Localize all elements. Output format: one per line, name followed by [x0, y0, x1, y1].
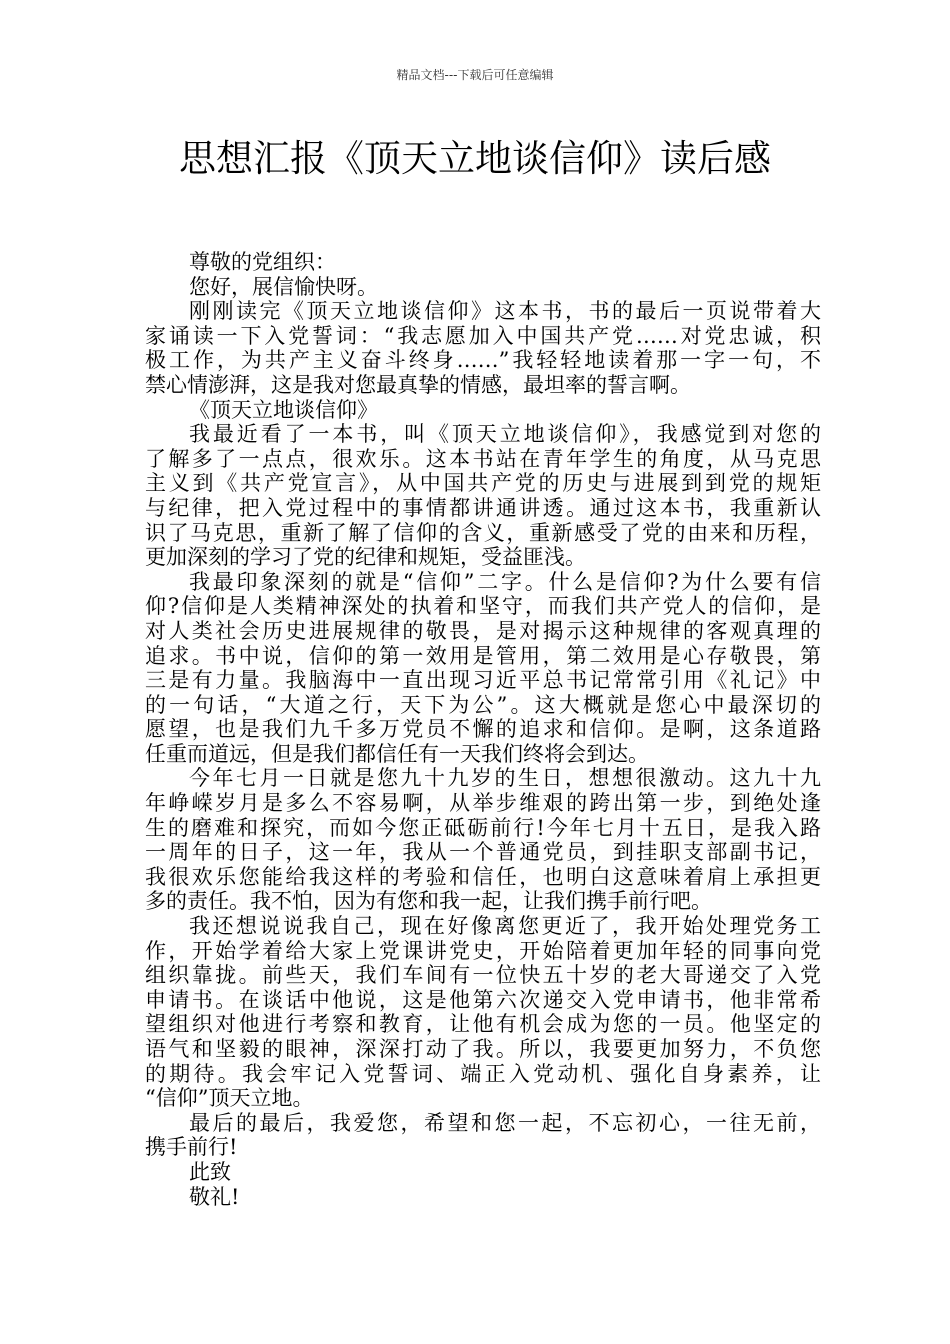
text-line: 《顶天立地谈信仰》	[189, 397, 378, 422]
text-line: 作，开始学着给大家上党课讲党史，开始陪着更加年轻的同事向党	[145, 938, 821, 963]
text-line: 追求。书中说，信仰的第一效用是管用，第二效用是心存敬畏，第	[145, 643, 821, 668]
text-line: 我还想说说我自己，现在好像离您更近了，我开始处理党务工	[189, 914, 821, 939]
text-line: 我最近看了一本书，叫《顶天立地谈信仰》，我感觉到对您的	[189, 422, 821, 447]
text-line: 家诵读一下入党誓词：“我志愿加入中国共产党……对党忠诚，积	[145, 323, 821, 348]
text-line: 了解多了一点点，很欢乐。这本书站在青年学生的角度，从马克思	[145, 446, 821, 471]
text-line: 我最印象深刻的就是“信仰”二字。什么是信仰?为什么要有信	[189, 569, 821, 594]
text-line: 语气和坚毅的眼神，深深打动了我。所以，我要更加努力，不负您	[145, 1037, 821, 1061]
text-line: 今年七月一日就是您九十九岁的生日，想想很激动。这九十九	[189, 766, 821, 791]
text-line: 三是有力量。我脑海中一直出现习近平总书记常常引用《礼记》中	[145, 668, 821, 693]
document-body	[145, 250, 821, 1209]
text-line: 尊敬的党组织：	[189, 250, 336, 274]
text-line: 禁心情澎湃，这是我对您最真挚的情感，最坦率的誓言啊。	[145, 372, 691, 397]
text-line: 更加深刻的学习了党的纪律和规矩，受益匪浅。	[145, 545, 586, 570]
text-line: 敬礼!	[189, 1184, 240, 1209]
text-line: 仰?信仰是人类精神深处的执着和坚守，而我们共产党人的信仰，是	[145, 594, 821, 619]
text-line: 此致	[189, 1159, 231, 1184]
text-line: 一周年的日子，这一年，我从一个普通党员，到挂职支部副书记，	[145, 840, 821, 865]
text-line: 极工作，为共产主义奋斗终身……”我轻轻地读着那一字一句，不	[145, 348, 821, 373]
text-line: 对人类社会历史进展规律的敬畏，是对揭示这种规律的客观真理的	[145, 618, 821, 643]
text-line: “信仰”顶天立地。	[145, 1086, 314, 1111]
text-line: 我很欢乐您能给我这样的考验和信任，也明白这意味着肩上承担更	[145, 864, 821, 889]
text-line: 愿望，也是我们九千多万党员不懈的追求和信仰。是啊，这条道路	[145, 717, 821, 742]
text-line: 组织靠拢。前些天，我们车间有一位快五十岁的老大哥递交了入党	[145, 963, 821, 988]
text-line: 主义到《共产党宣言》，从中国共产党的历史与进展到到党的规矩	[145, 471, 821, 496]
text-line: 望组织对他进行考察和教育，让他有机会成为您的一员。他坚定的	[145, 1012, 821, 1037]
text-line: 与纪律，把入党过程中的事情都讲通讲透。通过这本书，我重新认	[145, 495, 821, 520]
text-line: 携手前行!	[145, 1135, 238, 1160]
text-line: 多的责任。我不怕，因为有您和我一起，让我们携手前行吧。	[145, 889, 712, 914]
text-line: 年峥嵘岁月是多么不容易啊，从举步维艰的跨出第一步，到绝处逢	[145, 791, 821, 816]
text-line: 生的磨难和探究，而如今您正砥砺前行!今年七月十五日，是我入路	[145, 815, 821, 840]
text-line: 识了马克思，重新了解了信仰的含义，重新感受了党的由来和历程，	[145, 520, 821, 545]
text-line: 申请书。在谈话中他说，这是他第六次递交入党申请书，他非常希	[145, 987, 821, 1012]
text-line: 刚刚读完《顶天立地谈信仰》这本书，书的最后一页说带着大	[189, 299, 821, 324]
text-line: 的一句话，“大道之行，天下为公”。这大概就是您心中最深切的	[145, 692, 821, 717]
text-line: 您好，展信愉快呀。	[189, 274, 378, 299]
text-line: 的期待。我会牢记入党誓词、端正入党动机、强化自身素养，让	[145, 1061, 821, 1086]
page-header: 精品文档---下载后可任意编辑	[396, 68, 554, 82]
text-line: 最后的最后，我爱您，希望和您一起，不忘初心，一往无前，	[189, 1110, 821, 1135]
document-title: 思想汇报《顶天立地谈信仰》读后感	[179, 137, 771, 180]
text-line: 任重而道远，但是我们都信任有一天我们终将会到达。	[145, 741, 649, 766]
